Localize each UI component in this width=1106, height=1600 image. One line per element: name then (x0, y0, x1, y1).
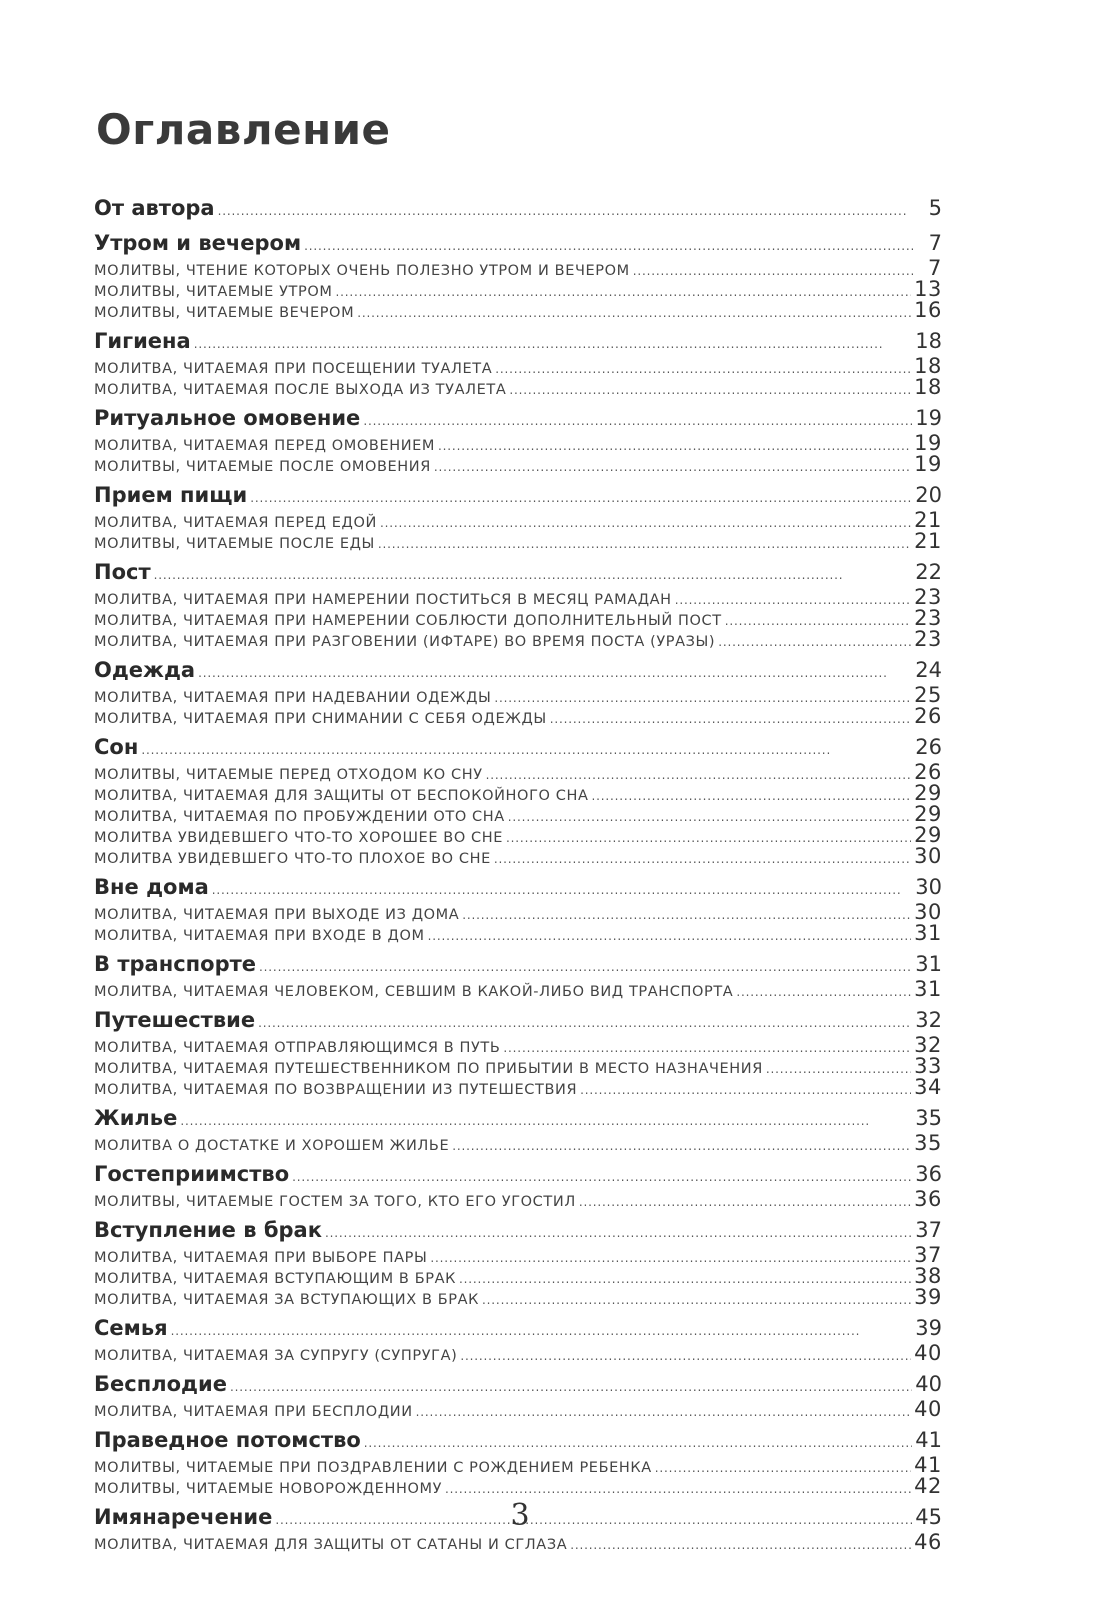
toc-entry-title: МОЛИТВА, ЧИТАЕМАЯ ЗА СУПРУГУ (СУПРУГА) (94, 1348, 458, 1364)
dot-leader (509, 378, 911, 401)
toc-chapter-title: Семья (94, 1316, 168, 1340)
toc-chapter-page: 35 (915, 1106, 942, 1130)
dot-leader (212, 872, 912, 905)
dot-leader (460, 1344, 911, 1367)
toc-entry-page: 34 (914, 1075, 942, 1099)
toc-chapter-title: Гостеприимство (94, 1162, 290, 1186)
toc-entry (94, 783, 942, 804)
dot-leader (445, 1477, 911, 1500)
toc-section (94, 1005, 942, 1098)
toc-entry-page: 41 (914, 1453, 942, 1477)
toc-chapter (94, 732, 942, 762)
toc-chapter-page: 20 (915, 483, 942, 507)
toc-chapter-page: 5 (928, 196, 942, 220)
toc-entry (94, 1287, 942, 1308)
toc-entry-page: 30 (914, 844, 942, 868)
toc-entry-title: МОЛИТВА, ЧИТАЕМАЯ ПРИ НАМЕРЕНИИ СОБЛЮСТИ ДОПОЛНИТЕЛЬНЫЙ ПОСТ (94, 613, 722, 629)
toc-entry-title: МОЛИТВА, ЧИТАЕМАЯ ЧЕЛОВЕКОМ, СЕВШИМ В КАКОЙ-ЛИБО ВИД ТРАНСПОРТА (94, 984, 734, 1000)
toc-chapter-page: 37 (915, 1218, 942, 1242)
toc-entry-page: 23 (914, 585, 942, 609)
toc-section (94, 1215, 942, 1308)
toc-chapter-title: Сон (94, 735, 139, 759)
toc-entry-title: МОЛИТВА, ЧИТАЕМАЯ ПРИ БЕСПЛОДИИ (94, 1404, 413, 1420)
table-of-contents (94, 193, 942, 1558)
toc-entry-page: 33 (914, 1054, 942, 1078)
dot-leader (154, 557, 913, 590)
toc-entry-page: 35 (914, 1131, 942, 1155)
toc-entry-title: МОЛИТВА, ЧИТАЕМАЯ ПРИ НАДЕВАНИИ ОДЕЖДЫ (94, 690, 492, 706)
toc-entry-page: 7 (928, 256, 942, 280)
toc-chapter-page: 7 (928, 231, 942, 255)
toc-entry-page: 18 (914, 354, 942, 378)
dot-leader (495, 357, 911, 380)
toc-chapter-title: В транспорте (94, 952, 257, 976)
toc-chapter (94, 1159, 942, 1189)
dot-leader (292, 1159, 912, 1192)
toc-section (94, 872, 942, 944)
dot-leader (570, 1533, 911, 1556)
toc-section (94, 228, 942, 321)
toc-chapter-page: 22 (915, 560, 942, 584)
toc-entry-page: 37 (914, 1243, 942, 1267)
dot-leader (718, 630, 911, 653)
dot-leader (250, 480, 912, 513)
toc-entry (94, 1245, 942, 1266)
dot-leader (486, 763, 911, 786)
toc-entry-title: МОЛИТВА, ЧИТАЕМАЯ ВСТУПАЮЩИМ В БРАК (94, 1271, 456, 1287)
toc-entry (94, 1077, 942, 1098)
toc-section (94, 1159, 942, 1210)
dot-leader (655, 1456, 911, 1479)
page-title: Оглавление (96, 105, 391, 154)
toc-entry (94, 1532, 942, 1553)
toc-entry (94, 454, 942, 475)
toc-entry-title: МОЛИТВЫ, ЧИТАЕМЫЕ УТРОМ (94, 284, 333, 300)
toc-chapter (94, 1369, 942, 1399)
toc-entry-page: 40 (914, 1397, 942, 1421)
toc-entry-title: МОЛИТВА, ЧИТАЕМАЯ ДЛЯ ЗАЩИТЫ ОТ БЕСПОКОЙНОГО СНА (94, 788, 589, 804)
toc-entry-title: МОЛИТВА, ЧИТАЕМАЯ ОТПРАВЛЯЮЩИМСЯ В ПУТЬ (94, 1040, 501, 1056)
toc-entry-title: МОЛИТВЫ, ЧИТАЕМЫЕ ПЕРЕД ОТХОДОМ КО СНУ (94, 767, 483, 783)
toc-chapter (94, 326, 942, 356)
toc-entry (94, 377, 942, 398)
toc-chapter (94, 1215, 942, 1245)
toc-entry-page: 40 (914, 1341, 942, 1365)
toc-chapter-page: 24 (915, 658, 942, 682)
dot-leader (434, 455, 911, 478)
toc-entry-page: 19 (914, 431, 942, 455)
dot-leader (428, 924, 912, 947)
dot-leader (378, 532, 911, 555)
toc-chapter-page: 19 (915, 406, 942, 430)
toc-chapter-title: Гигиена (94, 329, 191, 353)
toc-entry-page: 38 (914, 1264, 942, 1288)
toc-entry (94, 923, 942, 944)
dot-leader (230, 1369, 912, 1402)
toc-entry-page: 29 (914, 823, 942, 847)
toc-entry-page: 26 (914, 704, 942, 728)
toc-entry-title: МОЛИТВЫ, ЧИТАЕМЫЕ ВЕЧЕРОМ (94, 305, 355, 321)
dot-leader (494, 847, 911, 870)
toc-chapter-title: Вступление в брак (94, 1218, 322, 1242)
toc-entry-title: МОЛИТВА, ЧИТАЕМАЯ ЗА ВСТУПАЮЩИХ В БРАК (94, 1292, 480, 1308)
toc-chapter-title: Вне дома (94, 875, 209, 899)
dot-leader (675, 588, 911, 611)
toc-entry (94, 279, 942, 300)
dot-leader (304, 228, 913, 261)
dot-leader (580, 1078, 911, 1101)
toc-chapter-title: Жилье (94, 1106, 178, 1130)
dot-leader (459, 1267, 911, 1290)
toc-entry (94, 1035, 942, 1056)
toc-entry-title: МОЛИТВЫ, ЧИТАЕМЫЕ НОВОРОЖДЕННОМУ (94, 1481, 443, 1497)
dot-leader (171, 1313, 913, 1346)
toc-entry (94, 1399, 942, 1420)
toc-chapter-title: Утром и вечером (94, 231, 302, 255)
dot-leader (380, 511, 911, 534)
toc-entry (94, 587, 942, 608)
toc-entry-page: 46 (914, 1530, 942, 1554)
dot-leader (218, 193, 913, 226)
toc-chapter-page: 26 (915, 735, 942, 759)
dot-leader (198, 655, 912, 688)
dot-leader (438, 434, 911, 457)
dot-leader (416, 1400, 911, 1423)
toc-section (94, 1313, 942, 1364)
dot-leader (194, 326, 913, 359)
toc-entry-page: 32 (914, 1033, 942, 1057)
toc-chapter-page: 18 (915, 329, 942, 353)
toc-chapter-title: Пост (94, 560, 151, 584)
toc-chapter-page: 32 (915, 1008, 942, 1032)
toc-entry-page: 31 (914, 977, 942, 1001)
dot-leader (506, 826, 911, 849)
toc-section (94, 1103, 942, 1154)
toc-entry-page: 30 (914, 900, 942, 924)
toc-chapter-page: 39 (915, 1316, 942, 1340)
dot-leader (335, 280, 911, 303)
toc-chapter (94, 872, 942, 902)
dot-leader (363, 403, 912, 436)
toc-section (94, 655, 942, 727)
dot-leader (325, 1215, 912, 1248)
toc-entry-title: МОЛИТВА, ЧИТАЕМАЯ ПРИ ПОСЕЩЕНИИ ТУАЛЕТА (94, 361, 493, 377)
dot-leader (550, 707, 911, 730)
toc-entry (94, 608, 942, 629)
dot-leader (364, 1425, 912, 1458)
toc-section (94, 732, 942, 867)
toc-entry-title: МОЛИТВЫ, ЧТЕНИЕ КОТОРЫХ ОЧЕНЬ ПОЛЕЗНО УТРОМ И ВЕЧЕРОМ (94, 263, 630, 279)
dot-leader (633, 259, 913, 282)
toc-entry (94, 706, 942, 727)
toc-entry-page: 36 (914, 1187, 942, 1211)
toc-entry (94, 804, 942, 825)
toc-entry-title: МОЛИТВЫ, ЧИТАЕМЫЕ ПОСЛЕ ОМОВЕНИЯ (94, 459, 431, 475)
toc-section (94, 1369, 942, 1420)
toc-entry (94, 762, 942, 783)
toc-section (94, 949, 942, 1000)
toc-entry-page: 29 (914, 781, 942, 805)
toc-chapter (94, 480, 942, 510)
toc-chapter-page: 30 (915, 875, 942, 899)
dot-leader (259, 949, 912, 982)
toc-entry-title: МОЛИТВА, ЧИТАЕМАЯ ПОСЛЕ ВЫХОДА ИЗ ТУАЛЕТА (94, 382, 507, 398)
toc-chapter-title: Путешествие (94, 1008, 256, 1032)
toc-entry-page: 13 (914, 277, 942, 301)
toc-entry-title: МОЛИТВА УВИДЕВШЕГО ЧТО-ТО ПЛОХОЕ ВО СНЕ (94, 851, 491, 867)
toc-section (94, 557, 942, 650)
toc-entry (94, 1266, 942, 1287)
toc-chapter (94, 193, 942, 223)
toc-chapter (94, 1005, 942, 1035)
toc-section (94, 1425, 942, 1497)
dot-leader (452, 1134, 911, 1157)
toc-entry (94, 433, 942, 454)
toc-entry-page: 39 (914, 1285, 942, 1309)
toc-chapter (94, 949, 942, 979)
toc-entry-title: МОЛИТВА, ЧИТАЕМАЯ ПРИ ВЫБОРЕ ПАРЫ (94, 1250, 428, 1266)
toc-chapter (94, 228, 942, 258)
toc-entry-page: 29 (914, 802, 942, 826)
dot-leader (494, 686, 911, 709)
dot-leader (508, 805, 911, 828)
toc-entry-title: МОЛИТВА, ЧИТАЕМАЯ ПУТЕШЕСТВЕННИКОМ ПО ПРИБЫТИИ В МЕСТО НАЗНАЧЕНИЯ (94, 1061, 763, 1077)
page-number: 3 (510, 1498, 530, 1533)
toc-entry-page: 21 (914, 529, 942, 553)
toc-entry (94, 531, 942, 552)
toc-entry (94, 979, 942, 1000)
toc-entry-page: 21 (914, 508, 942, 532)
toc-entry (94, 825, 942, 846)
toc-chapter-title: Одежда (94, 658, 196, 682)
toc-entry (94, 1476, 942, 1497)
dot-leader (579, 1190, 911, 1213)
toc-entry-page: 16 (914, 298, 942, 322)
toc-section (94, 326, 942, 398)
toc-entry-title: МОЛИТВА УВИДЕВШЕГО ЧТО-ТО ХОРОШЕЕ ВО СНЕ (94, 830, 504, 846)
toc-entry (94, 902, 942, 923)
toc-chapter-title: Бесплодие (94, 1372, 227, 1396)
toc-entry (94, 1056, 942, 1077)
dot-leader (736, 980, 911, 1003)
toc-entry-title: МОЛИТВА, ЧИТАЕМАЯ ПРИ НАМЕРЕНИИ ПОСТИТЬСЯ В МЕСЯЦ РАМАДАН (94, 592, 672, 608)
toc-chapter-title: Праведное потомство (94, 1428, 361, 1452)
toc-entry (94, 1343, 942, 1364)
toc-chapter (94, 403, 942, 433)
dot-leader (503, 1036, 911, 1059)
toc-entry (94, 1455, 942, 1476)
toc-entry (94, 1133, 942, 1154)
toc-chapter-title: Ритуальное омовение (94, 406, 361, 430)
toc-section (94, 480, 942, 552)
toc-chapter-page: 40 (915, 1372, 942, 1396)
dot-leader (462, 903, 911, 926)
toc-entry-title: МОЛИТВА, ЧИТАЕМАЯ ДЛЯ ЗАЩИТЫ ОТ САТАНЫ И СГЛАЗА (94, 1537, 568, 1553)
toc-entry (94, 258, 942, 279)
toc-section (94, 403, 942, 475)
dot-leader (482, 1288, 911, 1311)
toc-entry-page: 25 (914, 683, 942, 707)
toc-entry-page: 31 (914, 921, 942, 945)
toc-entry-title: МОЛИТВА, ЧИТАЕМАЯ ПО ВОЗВРАЩЕНИИ ИЗ ПУТЕШЕСТВИЯ (94, 1082, 578, 1098)
toc-entry (94, 510, 942, 531)
dot-leader (357, 301, 911, 324)
toc-entry-page: 26 (914, 760, 942, 784)
toc-entry-page: 23 (914, 606, 942, 630)
toc-chapter-page: 36 (915, 1162, 942, 1186)
dot-leader (180, 1103, 912, 1136)
toc-chapter-page: 41 (915, 1428, 942, 1452)
dot-leader (141, 732, 912, 765)
toc-entry (94, 685, 942, 706)
dot-leader (725, 609, 911, 632)
toc-chapter (94, 1103, 942, 1133)
toc-entry-title: МОЛИТВА, ЧИТАЕМАЯ ПРИ ВЫХОДЕ ИЗ ДОМА (94, 907, 460, 923)
toc-entry-title: МОЛИТВЫ, ЧИТАЕМЫЕ ПРИ ПОЗДРАВЛЕНИИ С РОЖДЕНИЕМ РЕБЕНКА (94, 1460, 652, 1476)
toc-entry (94, 629, 942, 650)
toc-chapter (94, 1425, 942, 1455)
dot-leader (430, 1246, 911, 1269)
toc-entry-page: 18 (914, 375, 942, 399)
toc-entry-page: 19 (914, 452, 942, 476)
toc-chapter-title: Имянаречение (94, 1505, 273, 1529)
toc-entry (94, 1189, 942, 1210)
toc-entry-title: МОЛИТВЫ, ЧИТАЕМЫЕ ПОСЛЕ ЕДЫ (94, 536, 375, 552)
toc-entry-title: МОЛИТВА, ЧИТАЕМАЯ ПРИ СНИМАНИИ С СЕБЯ ОДЕЖДЫ (94, 711, 547, 727)
dot-leader (258, 1005, 912, 1038)
toc-entry-title: МОЛИТВЫ, ЧИТАЕМЫЕ ГОСТЕМ ЗА ТОГО, КТО ЕГО УГОСТИЛ (94, 1194, 576, 1210)
dot-leader (591, 784, 911, 807)
toc-chapter-page: 31 (915, 952, 942, 976)
toc-entry-title: МОЛИТВА, ЧИТАЕМАЯ ПРИ ВХОДЕ В ДОМ (94, 928, 425, 944)
toc-entry-title: МОЛИТВА, ЧИТАЕМАЯ ПЕРЕД ЕДОЙ (94, 515, 377, 531)
toc-entry (94, 846, 942, 867)
toc-chapter-page: 45 (915, 1505, 942, 1529)
toc-chapter (94, 1313, 942, 1343)
toc-entry-page: 23 (914, 627, 942, 651)
toc-entry (94, 300, 942, 321)
toc-entry-title: МОЛИТВА, ЧИТАЕМАЯ ПРИ РАЗГОВЕНИИ (ИФТАРЕ) ВО ВРЕМЯ ПОСТА (УРАЗЫ) (94, 634, 716, 650)
toc-entry-page: 42 (914, 1474, 942, 1498)
toc-entry-title: МОЛИТВА О ДОСТАТКЕ И ХОРОШЕМ ЖИЛЬЕ (94, 1138, 450, 1154)
toc-chapter-title: Прием пищи (94, 483, 248, 507)
toc-entry (94, 356, 942, 377)
toc-chapter (94, 557, 942, 587)
toc-chapter (94, 655, 942, 685)
toc-entry-title: МОЛИТВА, ЧИТАЕМАЯ ПЕРЕД ОМОВЕНИЕМ (94, 438, 436, 454)
toc-chapter-title: От автора (94, 196, 215, 220)
toc-section (94, 193, 942, 223)
dot-leader (766, 1057, 911, 1080)
toc-entry-title: МОЛИТВА, ЧИТАЕМАЯ ПО ПРОБУЖДЕНИИ ОТО СНА (94, 809, 505, 825)
